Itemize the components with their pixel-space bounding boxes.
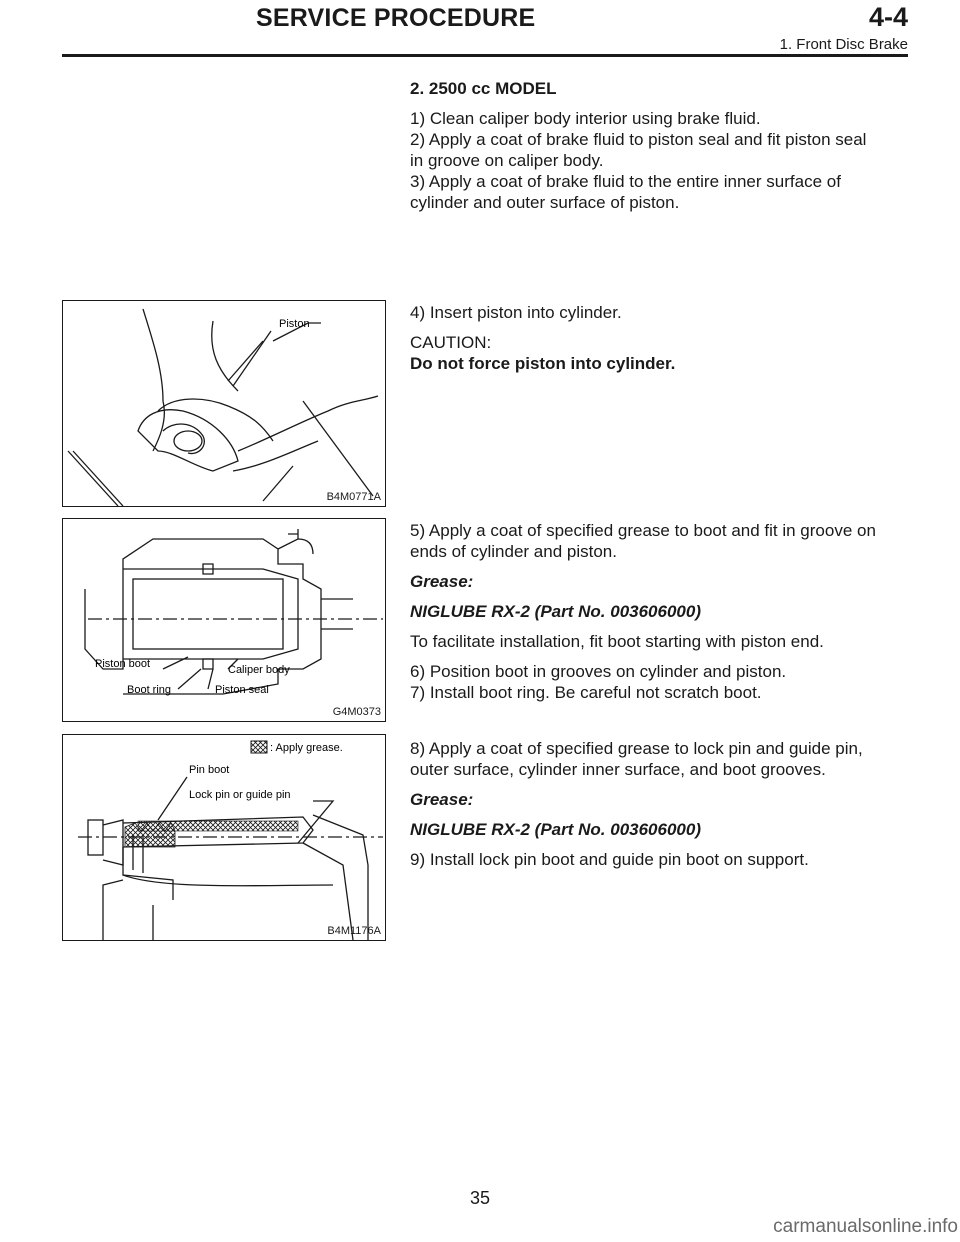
- grease-label-2: Grease:: [410, 790, 474, 809]
- figure-lock-pin: [62, 734, 386, 941]
- header-title: SERVICE PROCEDURE: [256, 4, 536, 32]
- caution-label: CAUTION:: [410, 333, 492, 352]
- section-subtitle: 1. Front Disc Brake: [779, 36, 908, 53]
- grease-value-1: NIGLUBE RX-2 (Part No. 003606000): [410, 602, 701, 621]
- caliper-body-label: Caliper body: [228, 664, 290, 676]
- step-4: 4) Insert piston into cylinder.: [410, 303, 622, 322]
- step-8: 8) Apply a coat of specified grease to lock pin and guide pin, outer surface, cylinder inner surface, and boot grooves.: [410, 739, 863, 779]
- page-number: 35: [469, 1188, 491, 1208]
- figure-piston-boot: [62, 518, 386, 722]
- apply-grease-label: : Apply grease.: [270, 742, 343, 754]
- grease-value-2: NIGLUBE RX-2 (Part No. 003606000): [410, 820, 701, 839]
- figure-id-2: G4M0373: [332, 706, 381, 718]
- piston-seal-label: Piston seal: [215, 684, 269, 696]
- header-rule: [62, 54, 908, 57]
- step-1: 1) Clean caliper body interior using brake fluid.: [410, 109, 761, 128]
- pin-boot-label: Pin boot: [189, 764, 230, 776]
- step-3: 3) Apply a coat of brake fluid to the entire inner surface of cylinder and outer surface of piston.: [410, 172, 841, 212]
- step-6: 6) Position boot in grooves on cylinder and piston.: [410, 662, 787, 681]
- figure-insert-piston: [62, 300, 386, 507]
- figure-id-1: B4M0771A: [326, 491, 381, 503]
- caliper-section-illustration: [63, 519, 385, 721]
- section-number: 4-4: [868, 2, 908, 32]
- intro-block: [410, 78, 880, 213]
- step-9: 9) Install lock pin boot and guide pin boot on support.: [410, 850, 809, 869]
- piston-insert-illustration: [63, 301, 385, 506]
- lock-pin-illustration: [63, 735, 385, 940]
- watermark: carmanualsonline.info: [773, 1216, 958, 1237]
- model-heading: 2. 2500 cc MODEL: [410, 79, 557, 98]
- step-7: 7) Install boot ring. Be careful not scratch boot.: [410, 683, 762, 702]
- step-2: 2) Apply a coat of brake fluid to piston seal and fit piston seal in groove on caliper body.: [410, 130, 867, 170]
- installation-note: To facilitate installation, fit boot starting with piston end.: [410, 632, 824, 651]
- grease-label-1: Grease:: [410, 572, 474, 591]
- step-5: 5) Apply a coat of specified grease to boot and fit in groove on ends of cylinder and piston.: [410, 521, 876, 561]
- boot-ring-label: Boot ring: [127, 684, 172, 696]
- step-5-7-block: [410, 520, 880, 703]
- step-8-9-block: [410, 738, 880, 870]
- figure-id-3: B4M1176A: [327, 925, 381, 937]
- caution-text: Do not force piston into cylinder.: [410, 354, 676, 373]
- lock-pin-label: Lock pin or guide pin: [189, 789, 291, 801]
- grease-legend-swatch: [251, 741, 267, 753]
- piston-boot-label: Piston boot: [95, 658, 151, 670]
- step-4-block: [410, 302, 880, 383]
- piston-label: Piston: [279, 318, 310, 330]
